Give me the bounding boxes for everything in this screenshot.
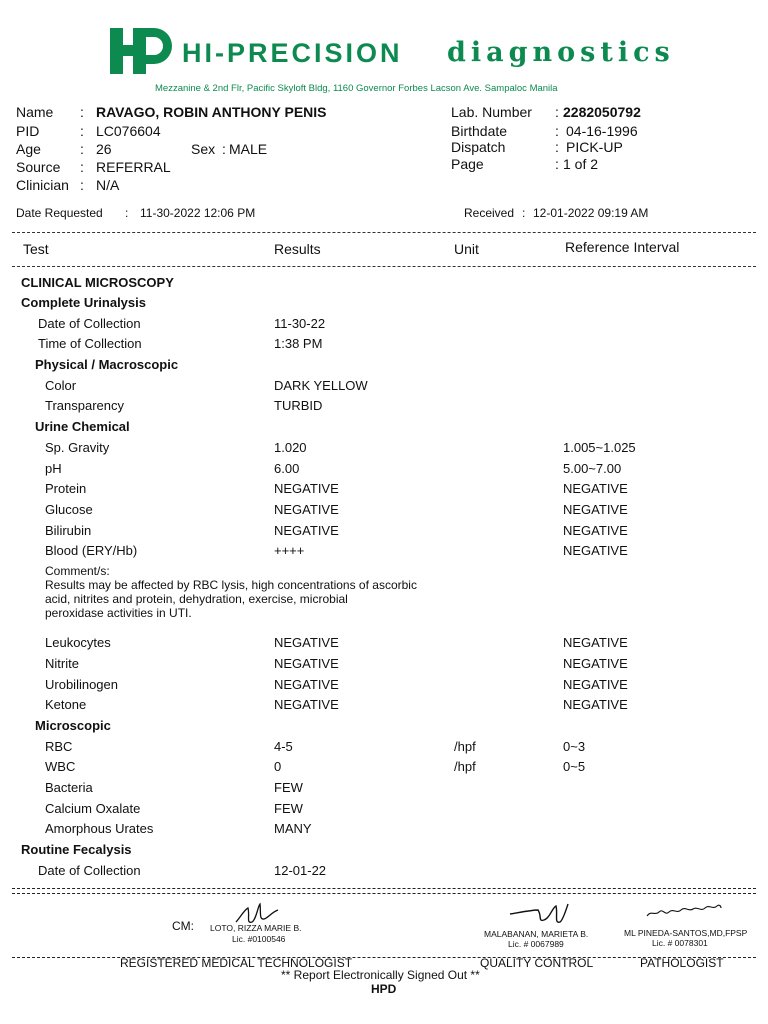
table-row [0,502,768,522]
table-row [0,316,768,336]
date-requested: 11-30-2022 12:06 PM [140,206,256,220]
brand-subtitle: diagnostics [447,37,675,68]
colon: : [522,206,526,220]
colon: : [555,123,559,139]
test-result: ++++ [274,543,305,558]
table-row [0,336,768,356]
section-urine-chemical: Urine Chemical [35,419,130,434]
birthdate-label: Birthdate [451,123,508,139]
table-row [0,821,768,841]
medtech-license: Lic. #0100546 [232,934,286,944]
test-result: NEGATIVE [274,481,339,496]
table-row [0,635,768,655]
cm-label: CM: [172,919,194,933]
divider [12,888,756,889]
colon: : [555,104,559,120]
table-row [0,656,768,676]
test-result: 6.00 [274,461,300,476]
test-result: NEGATIVE [274,523,339,538]
table-row [0,780,768,800]
reference-interval: 0~5 [563,759,586,774]
reference-interval: NEGATIVE [563,523,628,538]
dispatch-label: Dispatch [451,139,506,155]
test-result: NEGATIVE [274,635,339,650]
reference-interval: 0~3 [563,739,586,754]
table-row [0,801,768,821]
test-name: Amorphous Urates [45,821,154,836]
table-row [0,440,768,460]
table-row [0,759,768,779]
test-name: Urobilinogen [45,677,118,692]
section-microscopic: Microscopic [35,718,111,733]
col-unit: Unit [454,241,479,257]
pathologist-role: PATHOLOGIST [640,956,724,970]
table-row [0,697,768,717]
patient-pid: LC076604 [96,123,161,139]
table-row [0,481,768,501]
sex-label: Sex [191,141,216,157]
qc-name: MALABANAN, MARIETA B. [484,929,589,939]
colon: : [80,123,84,139]
test-name: WBC [45,759,76,774]
lab-address: Mezzanine & 2nd Flr, Pacific Skyloft Bldg, 1160 Governor Forbes Lacson Ave. Sampaloc Manila [155,83,558,94]
patient-age: 26 [96,141,112,157]
table-row [0,543,768,563]
lab-number-label: Lab. Number [451,104,532,120]
test-result: FEW [274,780,303,795]
qc-signature [508,900,570,928]
page-label: Page [451,156,484,172]
qc-role: QUALITY CONTROL [480,956,594,970]
col-test: Test [23,241,49,257]
col-results: Results [274,241,321,257]
test-result: MANY [274,821,312,836]
test-name: pH [45,461,62,476]
test-unit: /hpf [454,759,476,774]
comment-line: Results may be affected by RBC lysis, high concentrations of ascorbic [45,578,417,592]
colon: : [222,141,226,157]
table-row [0,677,768,697]
patient-source: REFERRAL [96,159,171,175]
test-result: 1:38 PM [274,336,323,351]
test-result: NEGATIVE [274,502,339,517]
test-name: Transparency [45,398,124,413]
test-result: FEW [274,801,303,816]
reference-interval: 5.00~7.00 [563,461,622,476]
reference-interval: NEGATIVE [563,656,628,671]
colon: : [80,141,84,157]
test-result: NEGATIVE [274,656,339,671]
test-name: Date of Collection [38,863,141,878]
divider [12,893,756,894]
colon: : [125,206,129,220]
test-name: Time of Collection [38,336,142,351]
test-result: 0 [274,759,282,774]
test-result: 11-30-22 [274,316,326,331]
reference-interval: NEGATIVE [563,502,628,517]
section-physical: Physical / Macroscopic [35,357,179,372]
test-result: 1.020 [274,440,307,455]
test-result: NEGATIVE [274,697,339,712]
table-row [0,863,768,883]
test-name: Bacteria [45,780,93,795]
test-name: Nitrite [45,656,79,671]
test-result: DARK YELLOW [274,378,368,393]
pathologist-name: ML PINEDA-SANTOS,MD,FPSP [624,928,748,938]
test-result: NEGATIVE [274,677,339,692]
name-label: Name [16,104,54,120]
test-unit: /hpf [454,739,476,754]
table-row [0,461,768,481]
colon: : [555,139,559,155]
received-date: 12-01-2022 09:19 AM [533,206,649,220]
table-row [0,523,768,543]
medtech-role: REGISTERED MEDICAL TECHNOLOGIST [120,956,353,970]
comment-label: Comment/s: [45,564,110,578]
comment-line: acid, nitrites and protein, dehydration, exercise, microbial [45,592,348,606]
reference-interval: NEGATIVE [563,677,628,692]
pathologist-license: Lic. # 0078301 [652,938,708,948]
reference-interval: NEGATIVE [563,543,628,558]
divider [12,232,756,233]
test-name: Date of Collection [38,316,141,331]
table-row [0,398,768,418]
patient-name: RAVAGO, ROBIN ANTHONY PENIS [96,104,327,120]
clinician-label: Clinician [16,177,69,193]
reference-interval: 1.005~1.025 [563,440,636,455]
source-label: Source [16,159,61,175]
section-clinical-microscopy: CLINICAL MICROSCOPY [21,275,174,290]
birthdate: 04-16-1996 [566,123,638,139]
table-row [0,378,768,398]
test-name: Sp. Gravity [45,440,110,455]
lab-number: 2282050792 [563,104,641,120]
pid-label: PID [16,123,40,139]
hpd-logo [110,28,172,74]
received-label: Received [464,206,515,220]
table-row [0,739,768,759]
age-label: Age [16,141,41,157]
reference-interval: NEGATIVE [563,635,628,650]
section-complete-urinalysis: Complete Urinalysis [21,295,146,310]
test-result: 4-5 [274,739,293,754]
patient-sex: MALE [229,141,268,157]
reference-interval: NEGATIVE [563,481,628,496]
test-name: Ketone [45,697,87,712]
footer-code: HPD [371,982,397,996]
test-result: 12-01-22 [274,863,327,878]
comment-line: peroxidase activities in UTI. [45,606,192,620]
medtech-name: LOTO, RIZZA MARIE B. [210,923,302,933]
dispatch: PICK-UP [566,139,623,155]
col-reference: Reference Interval [565,239,680,255]
test-name: Leukocytes [45,635,111,650]
test-name: RBC [45,739,73,754]
pathologist-signature [645,900,723,922]
test-name: Protein [45,481,87,496]
brand-name: HI-PRECISION [182,38,403,68]
test-name: Bilirubin [45,523,92,538]
divider [12,266,756,267]
test-name: Blood (ERY/Hb) [45,543,138,558]
esign-note: ** Report Electronically Signed Out ** [281,968,480,982]
test-name: Glucose [45,502,93,517]
colon: : [80,159,84,175]
date-requested-label: Date Requested [16,206,103,220]
reference-interval: NEGATIVE [563,697,628,712]
section-routine-fecalysis: Routine Fecalysis [21,842,132,857]
test-name: Calcium Oxalate [45,801,141,816]
colon: : [80,104,84,120]
page-number: 1 of 2 [563,156,599,172]
test-name: Color [45,378,77,393]
patient-clinician: N/A [96,177,120,193]
colon: : [555,156,559,172]
colon: : [80,177,84,193]
qc-license: Lic. # 0067989 [508,939,564,949]
test-result: TURBID [274,398,323,413]
